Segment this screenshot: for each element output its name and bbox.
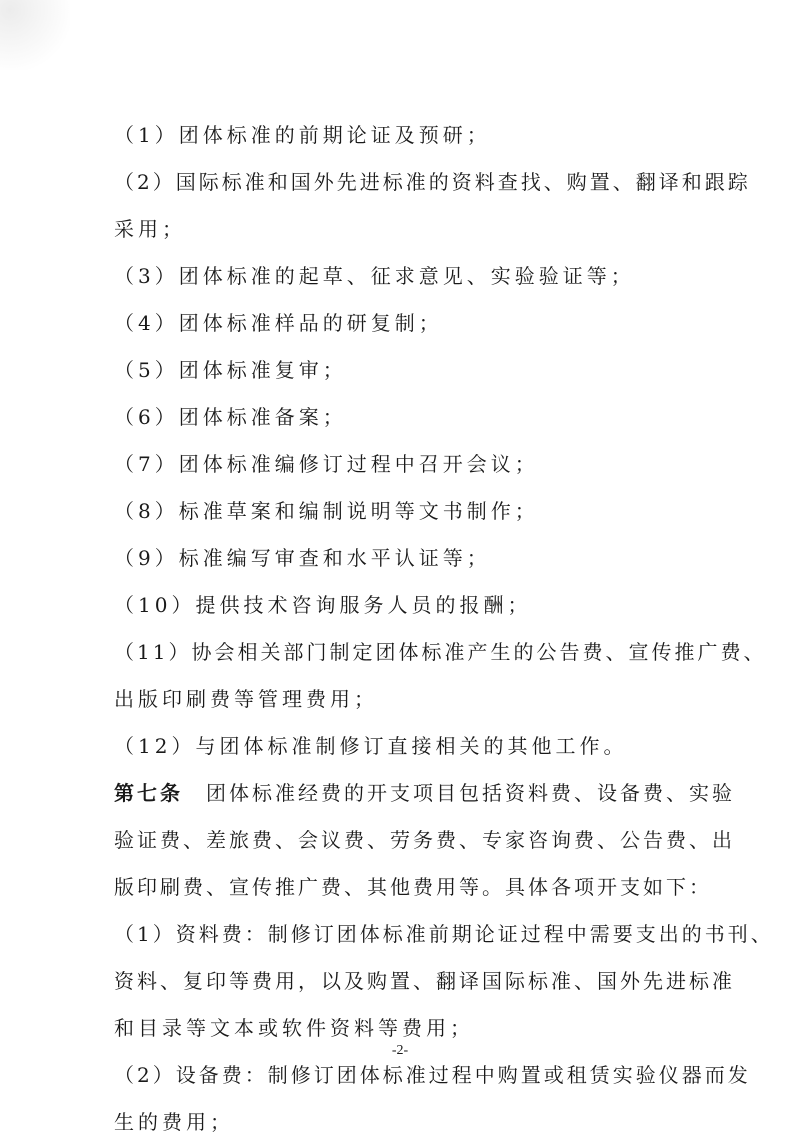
text-line: 资料、复印等费用，以及购置、翻译国际标准、国外先进标准: [114, 969, 735, 993]
text-line: 版印刷费、宣传推广费、其他费用等。具体各项开支如下：: [114, 875, 712, 899]
text-line: （10）提供技术咨询服务人员的报酬；: [114, 593, 532, 617]
text-line: （6）团体标准备案；: [114, 405, 347, 429]
text-line: （11）协会相关部门制定团体标准产生的公告费、宣传推广费、: [114, 640, 767, 664]
text-line: 生的费用；: [114, 1110, 234, 1134]
text-line: 出版印刷费等管理费用；: [114, 687, 378, 711]
page-number: -2-: [391, 1043, 409, 1058]
text-line: （4）团体标准样品的研复制；: [114, 311, 443, 335]
text-line: （1）资料费：制修订团体标准前期论证过程中需要支出的书刊、: [114, 922, 774, 946]
text-line: （1）团体标准的前期论证及预研；: [114, 123, 491, 147]
article-heading: 第七条: [114, 781, 183, 805]
scan-shadow: [0, 0, 70, 70]
article-line: [114, 770, 735, 817]
text-line: （9）标准编写审查和水平认证等；: [114, 546, 491, 570]
text-line: （8）标准草案和编制说明等文书制作；: [114, 499, 539, 523]
text-line: （3）团体标准的起草、征求意见、实验验证等；: [114, 264, 635, 288]
document-body: [114, 112, 774, 1146]
text-line: 采用；: [114, 217, 186, 241]
text-line: （2）国际标准和国外先进标准的资料查找、购置、翻译和跟踪: [114, 170, 751, 194]
text-line: （5）团体标准复审；: [114, 358, 347, 382]
text-line: （2）设备费：制修订团体标准过程中购置或租赁实验仪器而发: [114, 1063, 751, 1087]
article-text: 团体标准经费的开支项目包括资料费、设备费、实验: [183, 781, 735, 805]
text-line: （12）与团体标准制修订直接相关的其他工作。: [114, 734, 628, 758]
text-line: 验证费、差旅费、会议费、劳务费、专家咨询费、公告费、出: [114, 828, 735, 852]
text-line: （7）团体标准编修订过程中召开会议；: [114, 452, 539, 476]
text-line: 和目录等文本或软件资料等费用；: [114, 1016, 474, 1040]
